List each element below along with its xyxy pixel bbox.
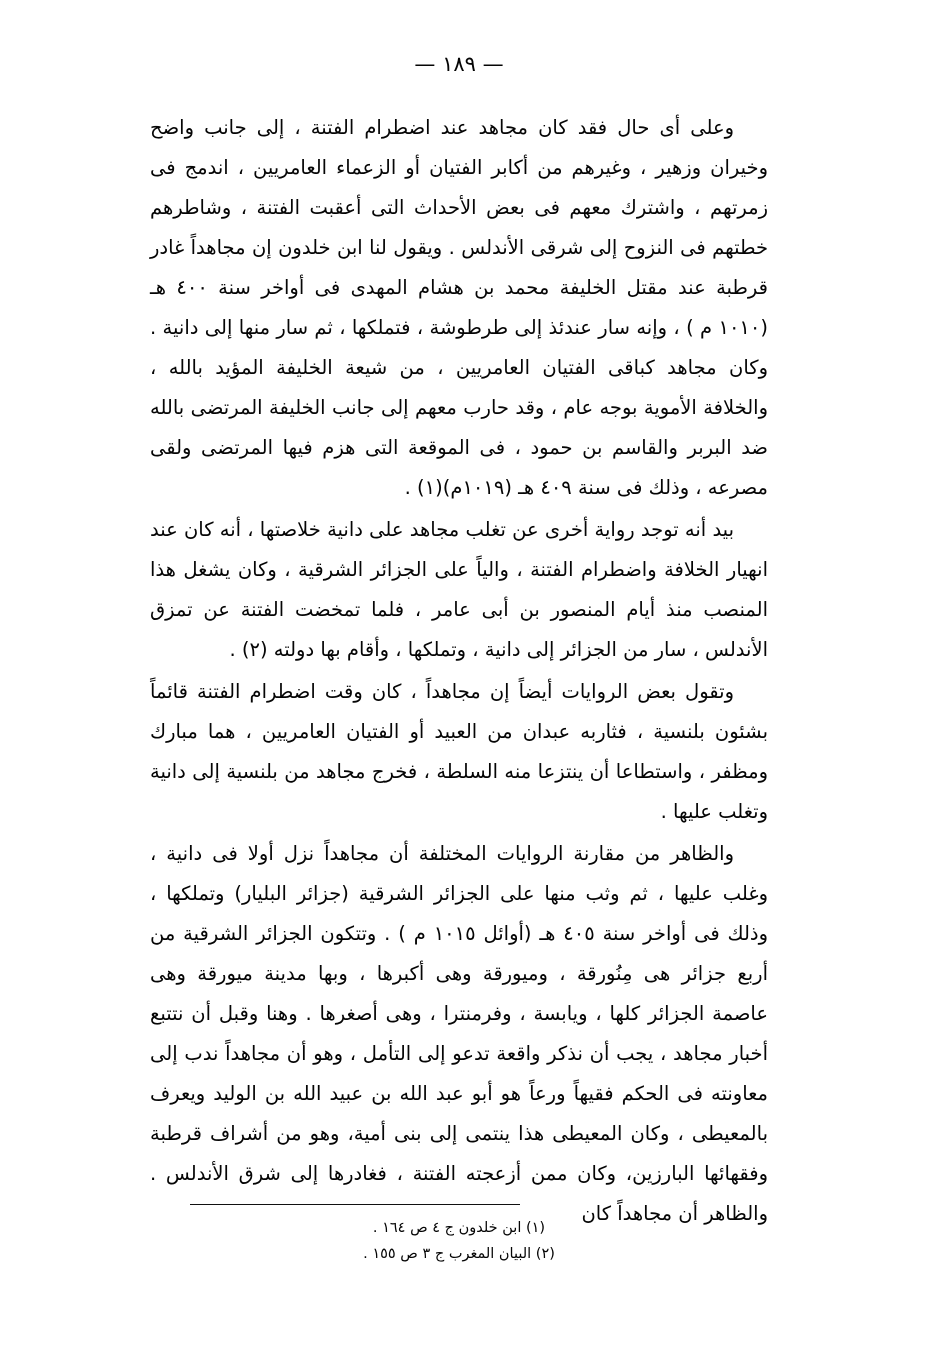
- page-number: — ١٨٩ —: [414, 52, 504, 76]
- footnotes-section: [150, 1204, 768, 1267]
- footnote-divider: [190, 1204, 520, 1205]
- footnote-2: (٢) البيان المغرب ج ٣ ص ١٥٥ .: [363, 1246, 555, 1262]
- paragraph-1: وعلى أى حال فقد كان مجاهد عند اضطرام الفتنة ، إلى جانب واضح وخيران وزهير ، وغيرهم من أكابر الفتيان أو الزعماء العامريين ، اندمج فى زمرتهم ، واشترك معهم فى بعض الأحداث التى أعقبت الفتنة ، وشاطرهم خطتهم فى النزوح إلى شرقى الأندلس . ويقول لنا ابن خلدون إن مجاهداً غادر قرطبة عند مقتل الخليفة محمد بن هشام المهدى فى أواخر سنة ٤٠٠ هـ (١٠١٠ م ) ، وإنه سار عندئذ إلى طرطوشة ، فتملكها ، ثم سار منها إلى دانية . وكان مجاهد كباقى الفتيان العامريين ، من شيعة الخليفة المؤيد بالله ، والخلافة الأموية بوجه عام ، وقد حارب معهم إلى جانب الخليفة المرتضى بالله ضد البربر والقاسم بن حمود ، فى الموقعة التى هزم فيها المرتضى ولقى مصرعه ، وذلك فى سنة ٤٠٩ هـ (١٠١٩م)(١) .: [150, 116, 769, 499]
- body-text: [150, 108, 768, 1234]
- paragraph-2: بيد أنه توجد رواية أخرى عن تغلب مجاهد على دانية خلاصتها ، أنه كان عند انهيار الخلافة واضطرام الفتنة ، والياً على الجزائر الشرقية ، وكان يشغل هذا المنصب منذ أيام المنصور بن أبى عامر ، فلما تمخضت الفتنة عن تمزق الأندلس ، سار من الجزائر إلى دانية ، وتملكها ، وأقام بها دولته (٢) .: [150, 518, 768, 661]
- paragraph-3: وتقول بعض الروايات أيضاً إن مجاهداً ، كان وقت اضطرام الفتنة قائماً بشئون بلنسية ، فثاربه عبدان من العبيد أو الفتيان العامريين ، هما مبارك ومظفر ، واستطاعا أن ينتزعا منه السلطة ، فخرج مجاهد من بلنسية إلى دانية وتغلب عليها .: [150, 680, 768, 823]
- footnote-1: (١) ابن خلدون ج ٤ ص ١٦٤ .: [372, 1220, 546, 1236]
- paragraph-4: والظاهر من مقارنة الروايات المختلفة أن مجاهداً نزل أولا فى دانية ، وغلب عليها ، ثم وثب منها على الجزائر الشرقية (جزائر البليار) وتملكها ، وذلك فى أواخر سنة ٤٠٥ هـ (أوائل ١٠١٥ م ) . وتتكون الجزائر الشرقية من أربع جزائر هى مِنُورقة ، وميورقة وهى أكبرها ، وبها مدينة ميورقة وهى عاصمة الجزائر كلها ، ويابسة ، وفرمنترا ، وهى أصغرها . وهنا وقبل أن نتتبع أخبار مجاهد ، يجب أن نذكر واقعة تدعو إلى التأمل ، وهو أن مجاهداً ندب إلى معاونته فى الحكم فقيهاً ورعاً هو أبو عبد الله بن عبيد الله بن الوليد ويعرف بالمعيطى ، وكان المعيطى هذا ينتمى إلى بنى أمية، وهو من أشراف قرطبة وفقهائها البارزين، وكان ممن أزعجته الفتنة ، فغادرها إلى شرق الأندلس . والظاهر أن مجاهداً كان: [150, 842, 769, 1225]
